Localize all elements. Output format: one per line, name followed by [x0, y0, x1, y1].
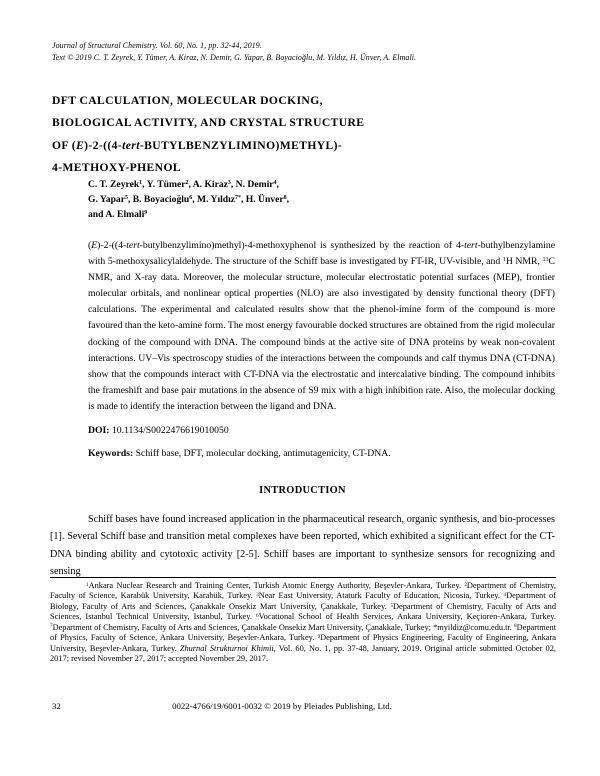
journal-citation-line: Journal of Structural Chemistry. Vol. 60, No. 1, pp. 32-44, 2019. — [52, 41, 262, 50]
journal-header — [52, 40, 416, 64]
keywords-line: Keywords: Schiff base, DFT, molecular docking, antimutagenicity, CT-DNA. — [88, 448, 391, 459]
title-line-2: BIOLOGICAL ACTIVITY, AND CRYSTAL STRUCTURE — [52, 116, 365, 130]
title-line-1: DFT CALCULATION, MOLECULAR DOCKING, — [52, 94, 323, 107]
author-list — [88, 178, 289, 222]
article-title — [52, 90, 364, 179]
footnote-divider — [50, 577, 556, 578]
author-line-1: C. T. Zeyrek$^1$, Y. Tümer$^2$, A. Kiraz$^3$, N. Demir$^4$, — [88, 179, 279, 190]
author-line-3: and A. Elmali$^9$ — [88, 208, 148, 220]
copyright-line: Text © 2019 C. T. Zeyrek, Y. Tümer, A. Kiraz, N. Demir, G. Yapar, B. Boyacioğlu, M. Yıldız, H. Ünver, A. Elmali. — [52, 53, 417, 63]
title-line-4: 4-METHOXY-PHENOL — [52, 160, 181, 174]
page-number: 32 — [52, 701, 61, 711]
doi-line: DOI: 10.1134/S0022476619010050 — [88, 425, 229, 436]
abstract-text: (E)-2-((4-tert-butylbenzylimino)methyl)-4-methoxyphenol is synthesized by the reaction of 4-tert-buthylbenzylamine with 5-methoxysalicylaldehyde. The structure of the Schiff base is investigated by FT-IR, UV-visible, and $^1$H NMR, $^{13}$C NMR, and X-ray data. Moreover, the molecular structure, molecular electrostatic potential surfaces (MEP), frontier molecular orbitals, and nonlinear optical properties (NLO) are also investigated by density functional theory (DFT) calculations. The experimental and calculated results show that the phenol-imine form of the compound is more favoured than the keto-amine form. The most energy favourable docked structures are obtained from the rigid molecular docking of the compound with DNA. The compound binds at the active site of DNA proteins by weak non-covalent interactions. UV–Vis spectroscopy studies of the interactions between the compounds and calf thymus DNA (CT-DNA) show that the compounds interact with CT-DNA via the electrostatic and intercalative binding. The compound inhibits the frameshift and base pair mutations in the absence of S9 mix with a high inhibition rate. Also, the molecular docking is made to identify the interaction between the ligand and DNA. — [88, 240, 555, 412]
introduction-paragraph: Schiff bases have found increased application in the pharmaceutical research, organic synthesis, and bio-processes [1]. Several Schiff base and transition metal complexes have been reported, which exhibited a significant effect for the CT-DNA binding ability and cytotoxic activity [2-5]. Schiff bases are important to synthesize sensors for recognizing and sensing — [50, 514, 555, 578]
introduction-heading: INTRODUCTION — [259, 485, 346, 496]
affiliations-footnote: $^1$Ankara Nuclear Research and Training Center, Turkish Atomic Energy Authority, Beşevler-Ankara, Turkey. $^2$Department of Chemistry, Faculty of Science, Karabük University, Karabük, Turkey. $^3$Near East University, Ataturk Faculty of Education, Nicosia, Turkey. $^4$Department of Biology, Faculty of Arts and Sciences, Çanakkale Onsekiz Mart University, Çanakkale, Turkey. $^5$Department of Chemistry, Faculty of Arts and Sciences, Istanbul Technical University, Istanbul, Turkey. $^6$Vocational School of Health Services, Ankara University, Keçioren-Ankara, Turkey. $^7$Department of Chemistry, Faculty of Arts and Sciences, Çanakkale Onsekiz Mart University, Çanakkale, Turkey; *myildiz@comu.edu.tr. $^8$Department of Physics, Faculty of Science, Ankara University, Beşevler-Ankara, Turkey. $^9$Department of Physics Engineering, Faculty of Engineering, Ankara University, Beşevler-Ankara, Turkey. Zhurnal Strukturnoi Khimii, Vol. 60, No. 1, pp. 37-48, January, 2019. Original article submitted October 02, 2017; revised November 27, 2017; accepted November 29, 2017. — [50, 581, 556, 664]
publisher-imprint: 0022-4766/19/6001-0032 © 2019 by Pleiades Publishing, Ltd. — [172, 701, 392, 711]
title-line-3: OF (E)-2-((4-tert-BUTYLBENZYLIMINO)METHYL)- — [52, 138, 343, 152]
author-line-2: G. Yapar$^5$, B. Boyacioğlu$^6$, M. Yıldız$^{7*}$, H. Ünver$^8$, — [88, 193, 289, 205]
